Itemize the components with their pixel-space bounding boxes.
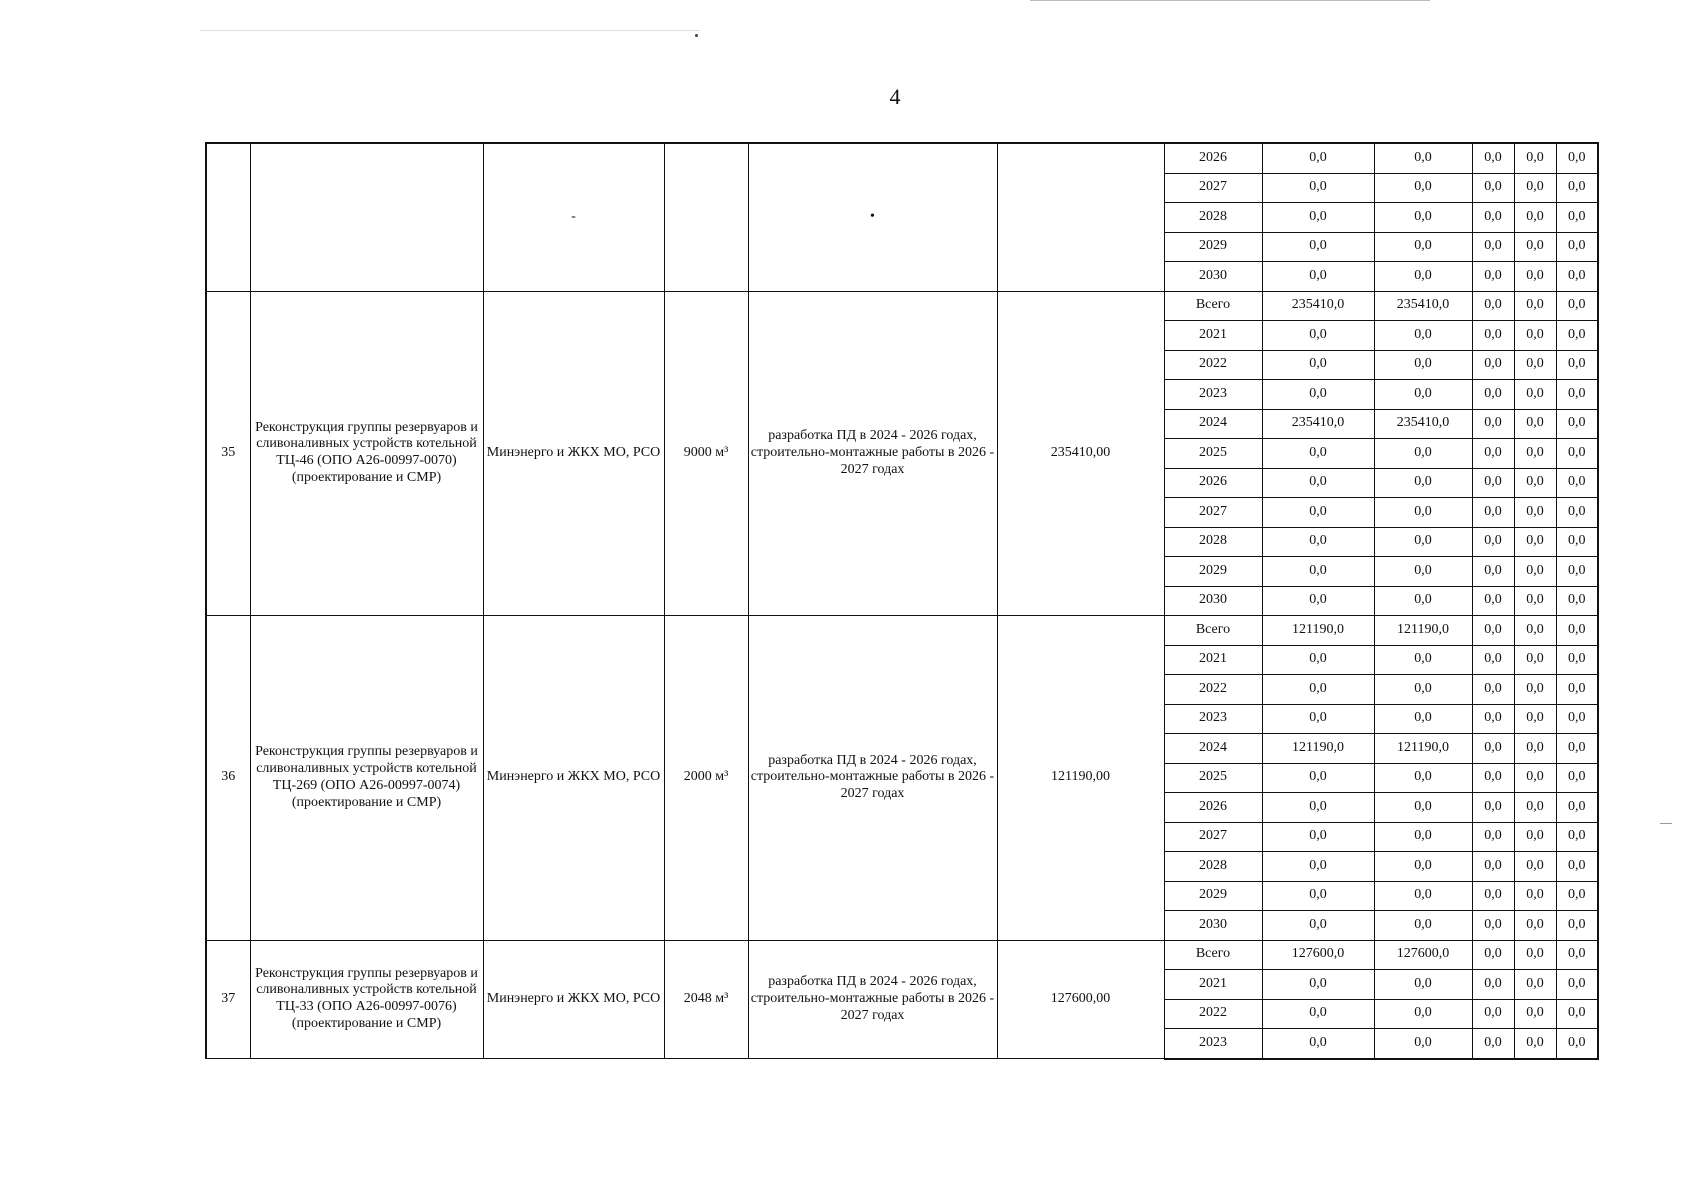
- value-cell: 0,0: [1472, 999, 1514, 1029]
- value-cell: 0,0: [1556, 557, 1598, 587]
- value-cell: 0,0: [1514, 557, 1556, 587]
- value-cell: 0,0: [1556, 321, 1598, 351]
- table-row: [206, 143, 1598, 173]
- value-cell: 0,0: [1556, 143, 1598, 173]
- table-row: [206, 616, 1598, 646]
- value-cell: 0,0: [1556, 763, 1598, 793]
- value-cell: 0,0: [1262, 763, 1374, 793]
- value-cell: 0,0: [1472, 321, 1514, 351]
- value-cell: 0,0: [1472, 704, 1514, 734]
- value-cell: 0,0: [1262, 704, 1374, 734]
- year-cell: 2022: [1164, 675, 1262, 705]
- year-cell: 2029: [1164, 881, 1262, 911]
- year-cell: 2029: [1164, 557, 1262, 587]
- value-cell: 0,0: [1262, 586, 1374, 616]
- value-cell: 235410,0: [1262, 291, 1374, 321]
- value-cell: 0,0: [1556, 232, 1598, 262]
- value-cell: 0,0: [1262, 468, 1374, 498]
- value-cell: 0,0: [1472, 911, 1514, 941]
- value-cell: 0,0: [1262, 675, 1374, 705]
- value-cell: 0,0: [1262, 232, 1374, 262]
- value-cell: 121190,0: [1262, 616, 1374, 646]
- value-cell: 0,0: [1514, 173, 1556, 203]
- value-cell: 0,0: [1262, 793, 1374, 823]
- project-number: 35: [206, 291, 250, 616]
- value-cell: 0,0: [1556, 291, 1598, 321]
- value-cell: 0,0: [1514, 350, 1556, 380]
- value-cell: 0,0: [1472, 527, 1514, 557]
- value-cell: 0,0: [1262, 911, 1374, 941]
- project-executor: -: [483, 143, 664, 291]
- value-cell: 0,0: [1514, 1029, 1556, 1059]
- value-cell: 0,0: [1556, 439, 1598, 469]
- value-cell: 0,0: [1514, 468, 1556, 498]
- project-timeline: разработка ПД в 2024 - 2026 годах, строительно-монтажные работы в 2026 - 2027 годах: [748, 940, 997, 1059]
- project-capacity: 9000 м³: [664, 291, 748, 616]
- value-cell: 0,0: [1374, 793, 1472, 823]
- year-cell: 2021: [1164, 970, 1262, 1000]
- table-row: [206, 291, 1598, 321]
- value-cell: 0,0: [1514, 645, 1556, 675]
- year-cell: 2024: [1164, 409, 1262, 439]
- year-cell: 2026: [1164, 793, 1262, 823]
- project-number: [206, 143, 250, 291]
- value-cell: 0,0: [1514, 321, 1556, 351]
- value-cell: 0,0: [1514, 852, 1556, 882]
- table-body: [206, 143, 1598, 1059]
- scan-artifact-line: [1030, 0, 1430, 1]
- value-cell: 0,0: [1514, 409, 1556, 439]
- page-number: 4: [889, 84, 901, 109]
- value-cell: 0,0: [1262, 645, 1374, 675]
- year-cell: 2024: [1164, 734, 1262, 764]
- project-cost: 121190,00: [997, 616, 1164, 941]
- value-cell: 127600,0: [1374, 940, 1472, 970]
- value-cell: 0,0: [1374, 645, 1472, 675]
- value-cell: 0,0: [1374, 822, 1472, 852]
- year-cell: Всего: [1164, 616, 1262, 646]
- value-cell: 0,0: [1556, 616, 1598, 646]
- value-cell: 0,0: [1472, 940, 1514, 970]
- value-cell: 0,0: [1374, 999, 1472, 1029]
- value-cell: 0,0: [1374, 380, 1472, 410]
- value-cell: 121190,0: [1262, 734, 1374, 764]
- value-cell: 0,0: [1374, 881, 1472, 911]
- value-cell: 0,0: [1556, 262, 1598, 292]
- value-cell: 0,0: [1472, 616, 1514, 646]
- table-row: [206, 940, 1598, 970]
- value-cell: 0,0: [1374, 557, 1472, 587]
- value-cell: 0,0: [1556, 586, 1598, 616]
- value-cell: 0,0: [1262, 822, 1374, 852]
- year-cell: 2022: [1164, 999, 1262, 1029]
- project-name: Реконструкция группы резервуаров и сливоналивных устройств котельной ТЦ-46 (ОПО А26-00997-0070) (проектирование и СМР): [250, 291, 483, 616]
- year-cell: Всего: [1164, 940, 1262, 970]
- value-cell: 0,0: [1514, 763, 1556, 793]
- project-cost: 127600,00: [997, 940, 1164, 1059]
- value-cell: 0,0: [1556, 380, 1598, 410]
- value-cell: 0,0: [1514, 143, 1556, 173]
- investment-program-table: [205, 142, 1599, 1060]
- value-cell: 0,0: [1262, 970, 1374, 1000]
- value-cell: 0,0: [1374, 852, 1472, 882]
- project-cost: 235410,00: [997, 291, 1164, 616]
- value-cell: 0,0: [1262, 557, 1374, 587]
- value-cell: 0,0: [1374, 321, 1472, 351]
- value-cell: 0,0: [1374, 143, 1472, 173]
- year-cell: 2028: [1164, 527, 1262, 557]
- project-executor: Минэнерго и ЖКХ МО, РСО: [483, 616, 664, 941]
- value-cell: 0,0: [1472, 586, 1514, 616]
- project-number: 36: [206, 616, 250, 941]
- year-cell: 2028: [1164, 203, 1262, 233]
- value-cell: 0,0: [1472, 232, 1514, 262]
- value-cell: 0,0: [1556, 645, 1598, 675]
- value-cell: 0,0: [1374, 350, 1472, 380]
- value-cell: 235410,0: [1374, 291, 1472, 321]
- scan-artifact-line: [200, 30, 700, 31]
- value-cell: 0,0: [1262, 999, 1374, 1029]
- value-cell: 0,0: [1472, 763, 1514, 793]
- value-cell: 0,0: [1472, 675, 1514, 705]
- value-cell: 0,0: [1556, 704, 1598, 734]
- project-executor: Минэнерго и ЖКХ МО, РСО: [483, 940, 664, 1059]
- year-cell: 2023: [1164, 380, 1262, 410]
- value-cell: 0,0: [1556, 911, 1598, 941]
- value-cell: 0,0: [1514, 232, 1556, 262]
- value-cell: 0,0: [1514, 734, 1556, 764]
- project-cost: [997, 143, 1164, 291]
- value-cell: 0,0: [1514, 262, 1556, 292]
- value-cell: 0,0: [1472, 291, 1514, 321]
- value-cell: 0,0: [1556, 793, 1598, 823]
- value-cell: 0,0: [1472, 557, 1514, 587]
- year-cell: 2028: [1164, 852, 1262, 882]
- year-cell: 2026: [1164, 468, 1262, 498]
- value-cell: 0,0: [1514, 439, 1556, 469]
- project-number: 37: [206, 940, 250, 1059]
- value-cell: 0,0: [1262, 203, 1374, 233]
- year-cell: 2030: [1164, 586, 1262, 616]
- value-cell: 0,0: [1262, 173, 1374, 203]
- value-cell: 235410,0: [1262, 409, 1374, 439]
- year-cell: 2025: [1164, 439, 1262, 469]
- value-cell: 0,0: [1472, 203, 1514, 233]
- value-cell: 0,0: [1472, 734, 1514, 764]
- value-cell: 121190,0: [1374, 734, 1472, 764]
- value-cell: 0,0: [1556, 881, 1598, 911]
- value-cell: 0,0: [1556, 1029, 1598, 1059]
- value-cell: 0,0: [1374, 911, 1472, 941]
- value-cell: 0,0: [1262, 852, 1374, 882]
- year-cell: 2021: [1164, 321, 1262, 351]
- year-cell: 2025: [1164, 763, 1262, 793]
- value-cell: 0,0: [1262, 881, 1374, 911]
- value-cell: 127600,0: [1262, 940, 1374, 970]
- year-cell: 2023: [1164, 704, 1262, 734]
- value-cell: 0,0: [1556, 203, 1598, 233]
- value-cell: 0,0: [1472, 409, 1514, 439]
- value-cell: 0,0: [1556, 940, 1598, 970]
- value-cell: 0,0: [1262, 143, 1374, 173]
- value-cell: 0,0: [1472, 380, 1514, 410]
- value-cell: 0,0: [1374, 203, 1472, 233]
- value-cell: 0,0: [1472, 498, 1514, 528]
- value-cell: 0,0: [1472, 143, 1514, 173]
- value-cell: 0,0: [1514, 616, 1556, 646]
- value-cell: 0,0: [1514, 999, 1556, 1029]
- scan-artifact-line: [1660, 823, 1672, 824]
- value-cell: 0,0: [1514, 793, 1556, 823]
- value-cell: 0,0: [1514, 675, 1556, 705]
- value-cell: 0,0: [1472, 881, 1514, 911]
- project-timeline: •: [748, 143, 997, 291]
- value-cell: 0,0: [1556, 970, 1598, 1000]
- value-cell: 0,0: [1374, 468, 1472, 498]
- value-cell: 0,0: [1262, 527, 1374, 557]
- value-cell: 0,0: [1262, 439, 1374, 469]
- value-cell: 0,0: [1262, 321, 1374, 351]
- value-cell: 0,0: [1514, 970, 1556, 1000]
- value-cell: 0,0: [1262, 380, 1374, 410]
- value-cell: 0,0: [1556, 852, 1598, 882]
- value-cell: 0,0: [1472, 173, 1514, 203]
- value-cell: 0,0: [1262, 1029, 1374, 1059]
- project-timeline: разработка ПД в 2024 - 2026 годах, строительно-монтажные работы в 2026 - 2027 годах: [748, 291, 997, 616]
- value-cell: 235410,0: [1374, 409, 1472, 439]
- value-cell: 0,0: [1556, 409, 1598, 439]
- project-timeline: разработка ПД в 2024 - 2026 годах, строительно-монтажные работы в 2026 - 2027 годах: [748, 616, 997, 941]
- project-capacity: 2000 м³: [664, 616, 748, 941]
- value-cell: 0,0: [1472, 970, 1514, 1000]
- year-cell: 2027: [1164, 498, 1262, 528]
- value-cell: 0,0: [1556, 527, 1598, 557]
- value-cell: 0,0: [1374, 232, 1472, 262]
- value-cell: 0,0: [1374, 704, 1472, 734]
- value-cell: 0,0: [1514, 881, 1556, 911]
- project-capacity: 2048 м³: [664, 940, 748, 1059]
- year-cell: 2030: [1164, 262, 1262, 292]
- value-cell: 0,0: [1374, 527, 1472, 557]
- value-cell: 0,0: [1472, 468, 1514, 498]
- value-cell: 0,0: [1374, 173, 1472, 203]
- value-cell: 0,0: [1374, 439, 1472, 469]
- value-cell: 0,0: [1374, 763, 1472, 793]
- year-cell: 2023: [1164, 1029, 1262, 1059]
- value-cell: 0,0: [1472, 262, 1514, 292]
- value-cell: 0,0: [1514, 380, 1556, 410]
- value-cell: 0,0: [1374, 675, 1472, 705]
- value-cell: 0,0: [1514, 704, 1556, 734]
- value-cell: 0,0: [1556, 999, 1598, 1029]
- project-name: Реконструкция группы резервуаров и сливоналивных устройств котельной ТЦ-269 (ОПО А26-00997-0074) (проектирование и СМР): [250, 616, 483, 941]
- value-cell: 0,0: [1374, 1029, 1472, 1059]
- value-cell: 0,0: [1472, 350, 1514, 380]
- value-cell: 0,0: [1472, 822, 1514, 852]
- value-cell: 0,0: [1514, 586, 1556, 616]
- value-cell: 0,0: [1514, 527, 1556, 557]
- year-cell: Всего: [1164, 291, 1262, 321]
- value-cell: 0,0: [1472, 439, 1514, 469]
- value-cell: 0,0: [1262, 498, 1374, 528]
- scan-artifact-dot: [695, 34, 698, 37]
- value-cell: 0,0: [1514, 203, 1556, 233]
- value-cell: 0,0: [1556, 822, 1598, 852]
- value-cell: 0,0: [1556, 498, 1598, 528]
- year-cell: 2029: [1164, 232, 1262, 262]
- value-cell: 0,0: [1472, 852, 1514, 882]
- project-name: [250, 143, 483, 291]
- value-cell: 0,0: [1514, 911, 1556, 941]
- value-cell: 0,0: [1472, 793, 1514, 823]
- value-cell: 0,0: [1556, 675, 1598, 705]
- value-cell: 0,0: [1556, 468, 1598, 498]
- year-cell: 2026: [1164, 143, 1262, 173]
- value-cell: 121190,0: [1374, 616, 1472, 646]
- value-cell: 0,0: [1374, 586, 1472, 616]
- year-cell: 2030: [1164, 911, 1262, 941]
- value-cell: 0,0: [1374, 970, 1472, 1000]
- project-capacity: [664, 143, 748, 291]
- value-cell: 0,0: [1514, 498, 1556, 528]
- value-cell: 0,0: [1472, 1029, 1514, 1059]
- year-cell: 2027: [1164, 173, 1262, 203]
- value-cell: 0,0: [1262, 262, 1374, 292]
- project-name: Реконструкция группы резервуаров и сливоналивных устройств котельной ТЦ-33 (ОПО А26-00997-0076) (проектирование и СМР): [250, 940, 483, 1059]
- value-cell: 0,0: [1514, 291, 1556, 321]
- value-cell: 0,0: [1556, 734, 1598, 764]
- year-cell: 2027: [1164, 822, 1262, 852]
- value-cell: 0,0: [1514, 822, 1556, 852]
- value-cell: 0,0: [1262, 350, 1374, 380]
- year-cell: 2022: [1164, 350, 1262, 380]
- value-cell: 0,0: [1514, 940, 1556, 970]
- value-cell: 0,0: [1556, 173, 1598, 203]
- project-executor: Минэнерго и ЖКХ МО, РСО: [483, 291, 664, 616]
- year-cell: 2021: [1164, 645, 1262, 675]
- value-cell: 0,0: [1374, 498, 1472, 528]
- value-cell: 0,0: [1472, 645, 1514, 675]
- value-cell: 0,0: [1374, 262, 1472, 292]
- value-cell: 0,0: [1556, 350, 1598, 380]
